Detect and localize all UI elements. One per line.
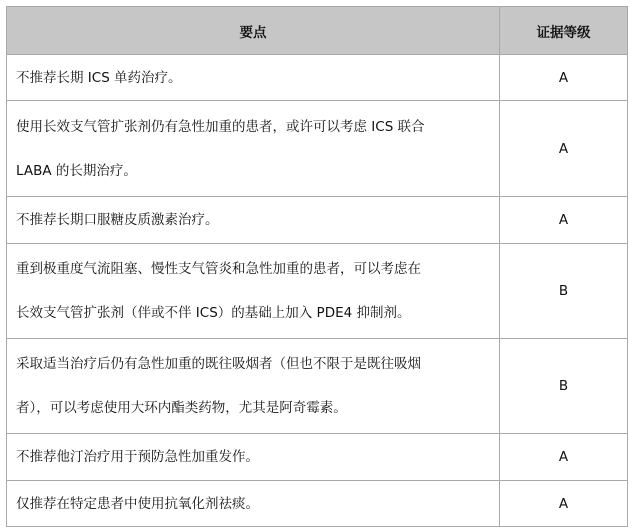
table-row [7,55,628,101]
key-point-text: 者），可以考虑使用大环内酯类药物，尤其是阿奇霉素。 [16,400,347,416]
table-row [7,101,628,197]
table-row [7,244,628,339]
evidence-grade-cell: A [500,434,628,481]
evidence-grade-cell: B [500,244,628,339]
table-row [7,197,628,244]
key-point-cell [7,55,500,101]
evidence-grade-cell: A [500,101,628,197]
table-row [7,481,628,527]
evidence-grade-cell: A [500,55,628,101]
key-point-text: 不推荐长期口服糖皮质激素治疗。 [16,212,219,228]
key-point-text: 不推荐长期 ICS 单药治疗。 [16,69,182,86]
recommendation-table-container [6,6,628,527]
key-point-text: 长效支气管扩张剂（伴或不伴 ICS）的基础上加入 PDE4 抑制剂。 [16,305,411,321]
table-header-row [7,7,628,55]
key-point-text: LABA 的长期治疗。 [16,162,137,179]
key-point-cell [7,101,500,197]
key-point-cell [7,434,500,481]
evidence-grade-cell: A [500,197,628,244]
key-point-cell [7,197,500,244]
key-point-text: 重到极重度气流阻塞、慢性支气管炎和急性加重的患者，可以考虑在 [16,261,421,277]
key-point-cell [7,244,500,339]
table-row [7,339,628,434]
header-key-points: 要点 [7,7,500,55]
key-point-text: 使用长效支气管扩张剂仍有急性加重的患者，或许可以考虑 ICS 联合 [16,118,425,135]
key-point-text: 采取适当治疗后仍有急性加重的既往吸烟者（但也不限于是既往吸烟 [16,356,421,372]
key-point-text: 不推荐他汀治疗用于预防急性加重发作。 [16,449,259,465]
key-point-cell [7,339,500,434]
evidence-grade-cell: A [500,481,628,527]
header-evidence-grade: 证据等级 [500,7,628,55]
recommendation-table [6,6,628,527]
key-point-text: 仅推荐在特定患者中使用抗氧化剂祛痰。 [16,495,259,512]
key-point-cell [7,481,500,527]
table-row [7,434,628,481]
evidence-grade-cell: B [500,339,628,434]
